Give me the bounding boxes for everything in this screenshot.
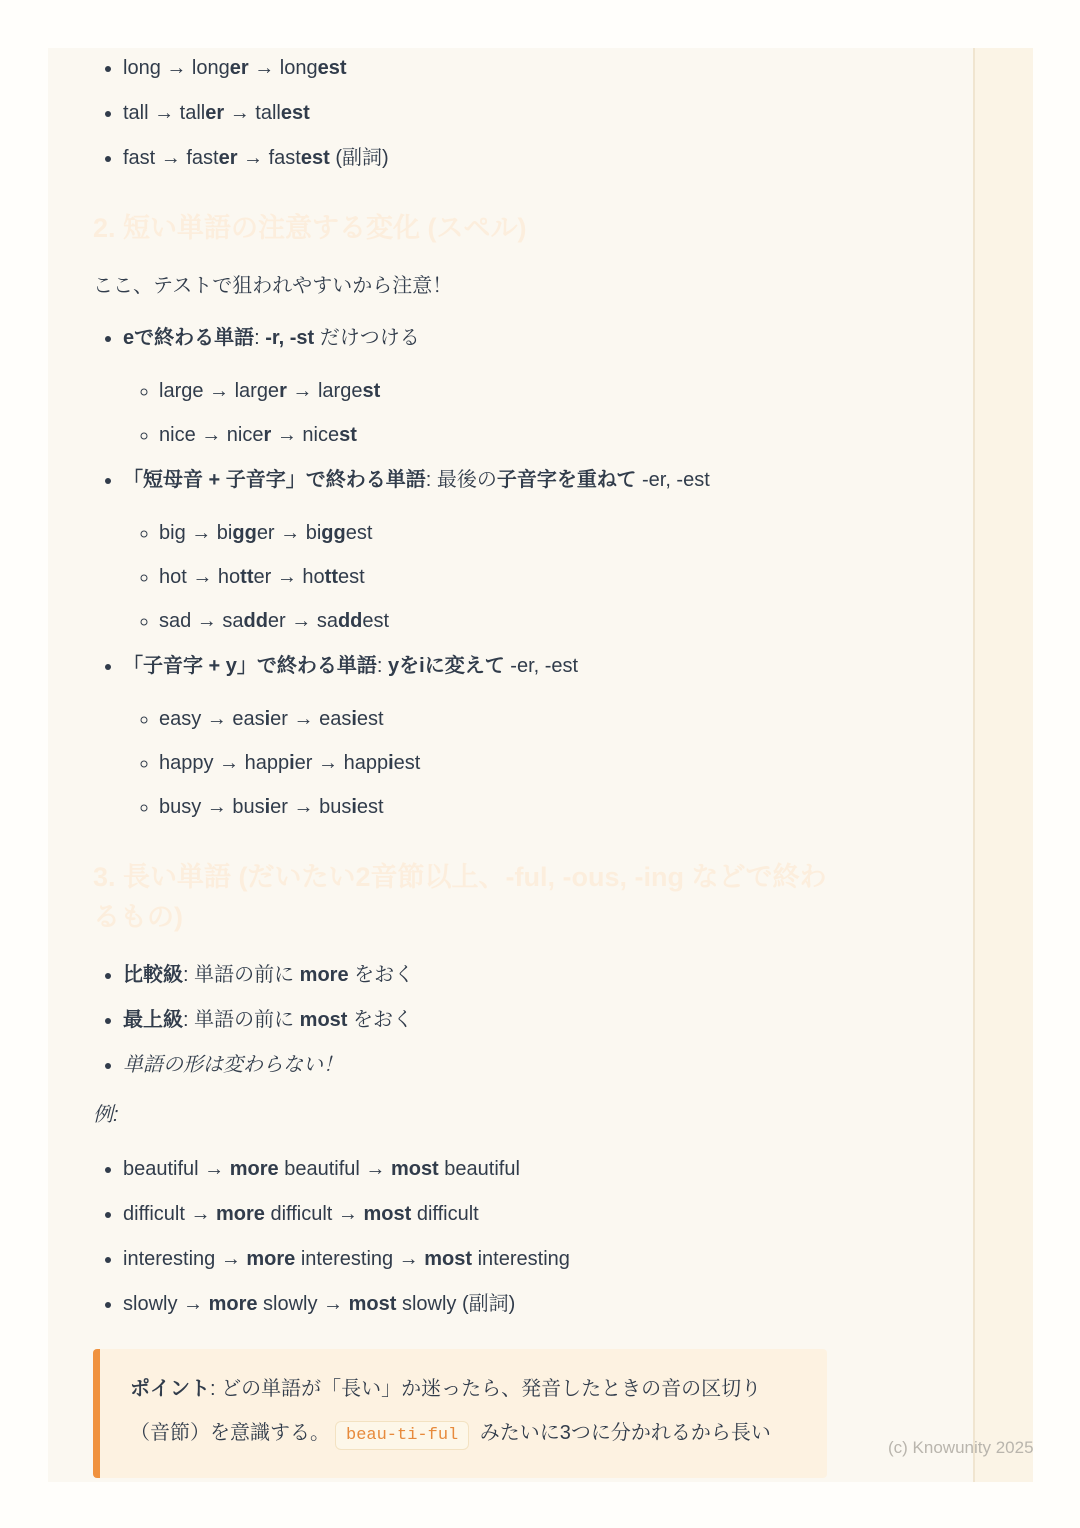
list-item: • tall → taller → tallest (123, 99, 973, 127)
rule-examples-list (123, 377, 973, 449)
example-item: ◦ sad → sadder → saddest (159, 607, 973, 635)
example-item: ◦ easy → easier → easiest (159, 705, 973, 733)
long-word-examples-list (93, 1155, 973, 1318)
example-item: ◦ big → bigger → biggest (159, 519, 973, 547)
document-page (48, 48, 1033, 1482)
note-paragraph: ここ、テストで狙われやすいから注意！ (93, 275, 453, 297)
list-item: • beautiful → more beautiful → most beautiful (123, 1155, 973, 1183)
document-content (93, 54, 973, 1478)
example-item: ◦ nice → nicer → nicest (159, 421, 973, 449)
list-item: • difficult → more difficult → most difficult (123, 1200, 973, 1228)
rule-item (123, 466, 973, 635)
spelling-rules-list (93, 324, 973, 821)
example-item: ◦ hot → hotter → hottest (159, 563, 973, 591)
list-item: • 比較級: 単語の前に more をおく (123, 961, 973, 989)
rule-examples-list (123, 519, 973, 635)
inline-code: beau-ti-ful (335, 1421, 469, 1450)
list-item: • interesting → more interesting → most interesting (123, 1245, 973, 1273)
section-3-heading: 3. 長い単語 (だいたい2音節以上、-ful, -ous, -ing などで終わるもの) (93, 862, 827, 932)
list-item: • long → longer → longest (123, 54, 973, 82)
page-edge-strip (975, 48, 1033, 1482)
page-edge-line (973, 48, 975, 1482)
rule-label: 「子音字 + y」で終わる単語: yをiに変えて -er, -est (123, 655, 579, 677)
callout-box (93, 1349, 827, 1478)
list-item: • fast → faster → fastest (副詞) (123, 144, 973, 172)
rule-item (123, 652, 973, 821)
rule-label: eで終わる単語: -r, -st だけつける (123, 327, 420, 349)
long-word-rules-list (93, 961, 973, 1079)
rule-item (123, 324, 973, 449)
watermark: (c) Knowunity 2025 (888, 1438, 1034, 1457)
example-item: ◦ happy → happier → happiest (159, 749, 973, 777)
example-item: ◦ large → larger → largest (159, 377, 973, 405)
rule-label: 「短母音 + 子音字」で終わる単語: 最後の子音字を重ねて -er, -est (123, 469, 710, 491)
example-label: 例: (93, 1104, 119, 1126)
list-item: • 最上級: 単語の前に most をおく (123, 1006, 973, 1034)
example-item: ◦ busy → busier → busiest (159, 793, 973, 821)
section-2-heading: 2. 短い単語の注意する変化 (スペル) (93, 213, 527, 243)
list-item: • slowly → more slowly → most slowly (副詞) (123, 1290, 973, 1318)
list-item: • 単語の形は変わらない！ (123, 1051, 973, 1079)
intro-list (93, 54, 973, 172)
rule-examples-list (123, 705, 973, 821)
callout-text: ポイント: どの単語が「長い」か迷ったら、発音したときの音の区切り（音節）を意識する。 beau-ti-ful みたいに3つに分かれるから長い (130, 1367, 797, 1458)
